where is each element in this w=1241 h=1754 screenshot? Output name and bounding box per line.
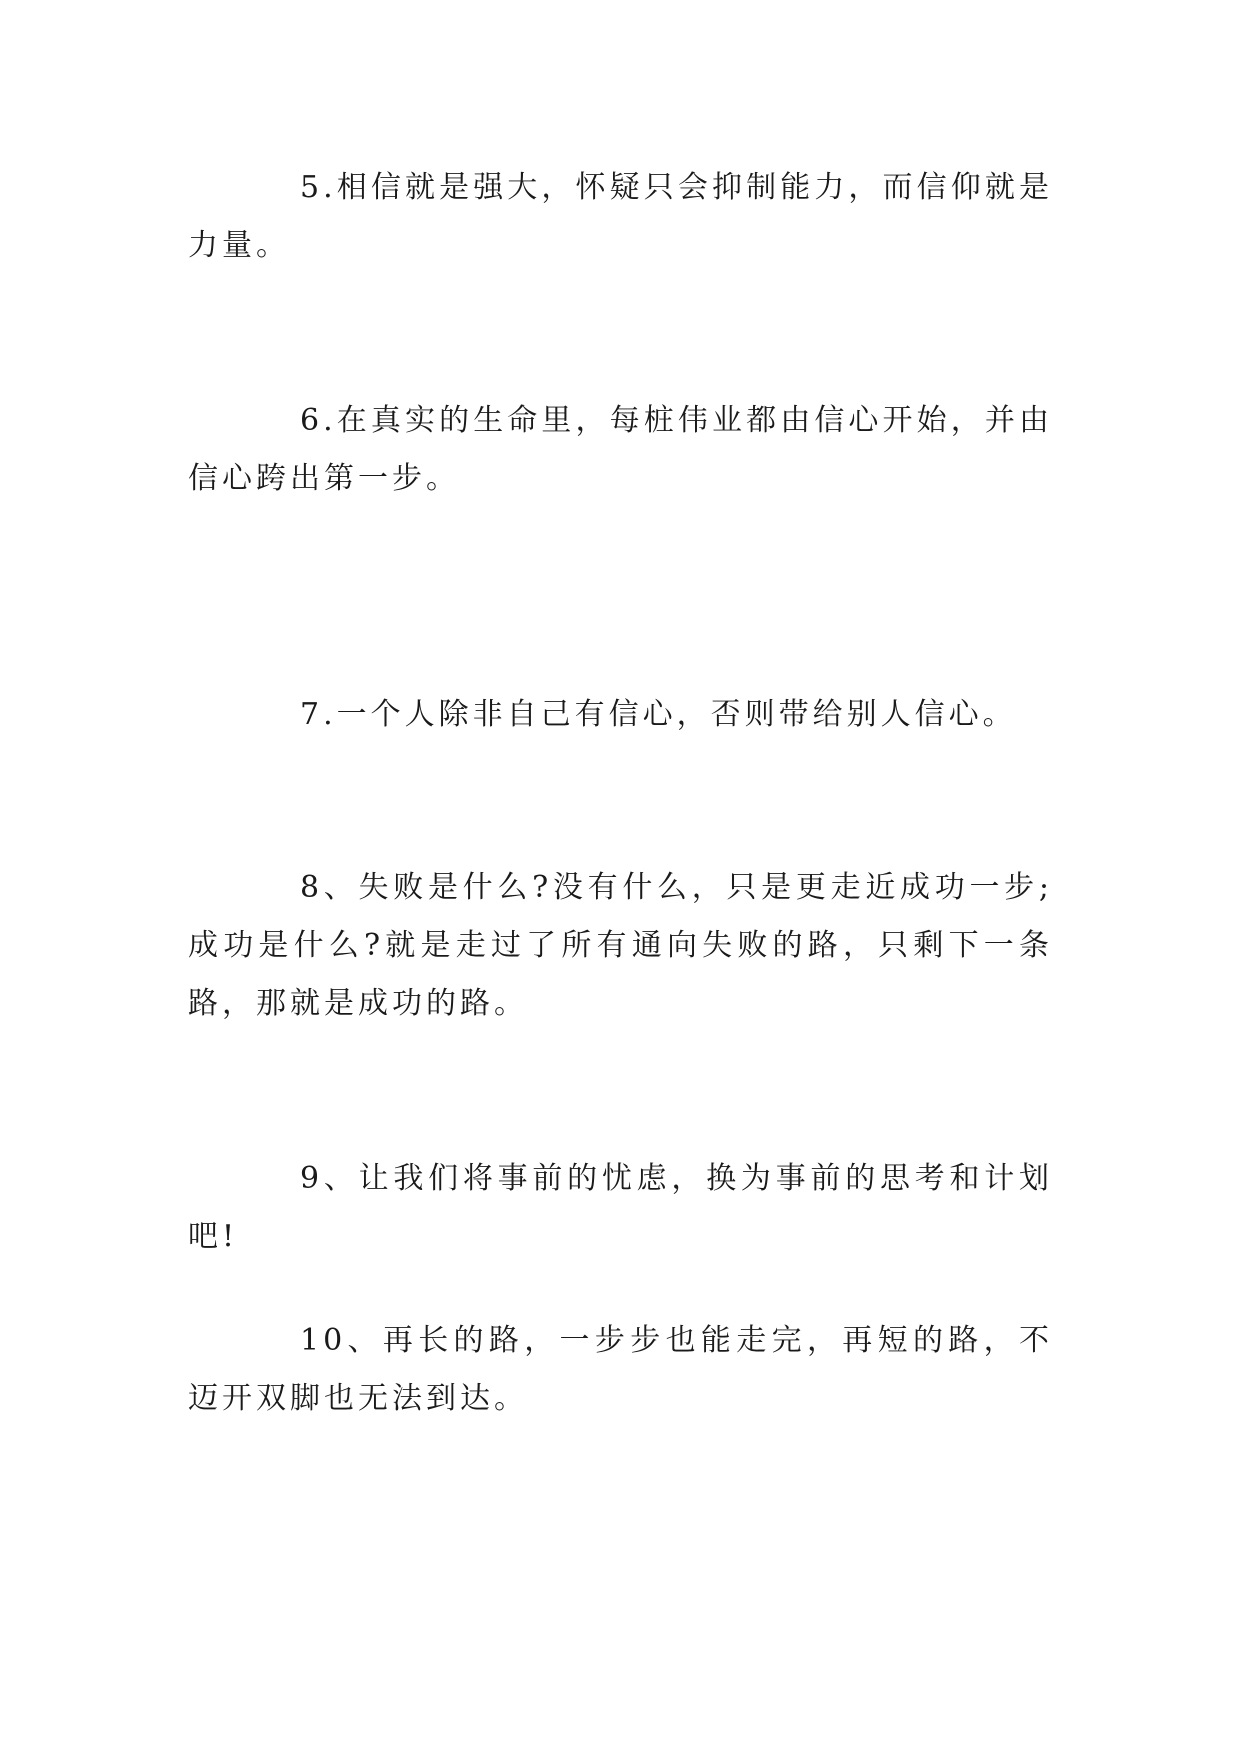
quote-paragraph-7: 7.一个人除非自己有信心，否则带给别人信心。 <box>300 697 1017 732</box>
quote-paragraph-10: 10、再长的路，一步步也能走完，再短的路，不迈开双脚也无法到达。 <box>188 1323 1053 1416</box>
quote-paragraph-9: 9、让我们将事前的忧虑，换为事前的思考和计划吧! <box>188 1161 1053 1254</box>
quote-paragraph-8: 8、失败是什么?没有什么，只是更走近成功一步;成功是什么?就是走过了所有通向失败的路，只剩下一条路，那就是成功的路。 <box>188 870 1053 1021</box>
quote-paragraph-5: 5.相信就是强大，怀疑只会抑制能力，而信仰就是力量。 <box>188 170 1053 263</box>
quote-paragraph-6: 6.在真实的生命里，每桩伟业都由信心开始，并由信心跨出第一步。 <box>188 403 1053 496</box>
